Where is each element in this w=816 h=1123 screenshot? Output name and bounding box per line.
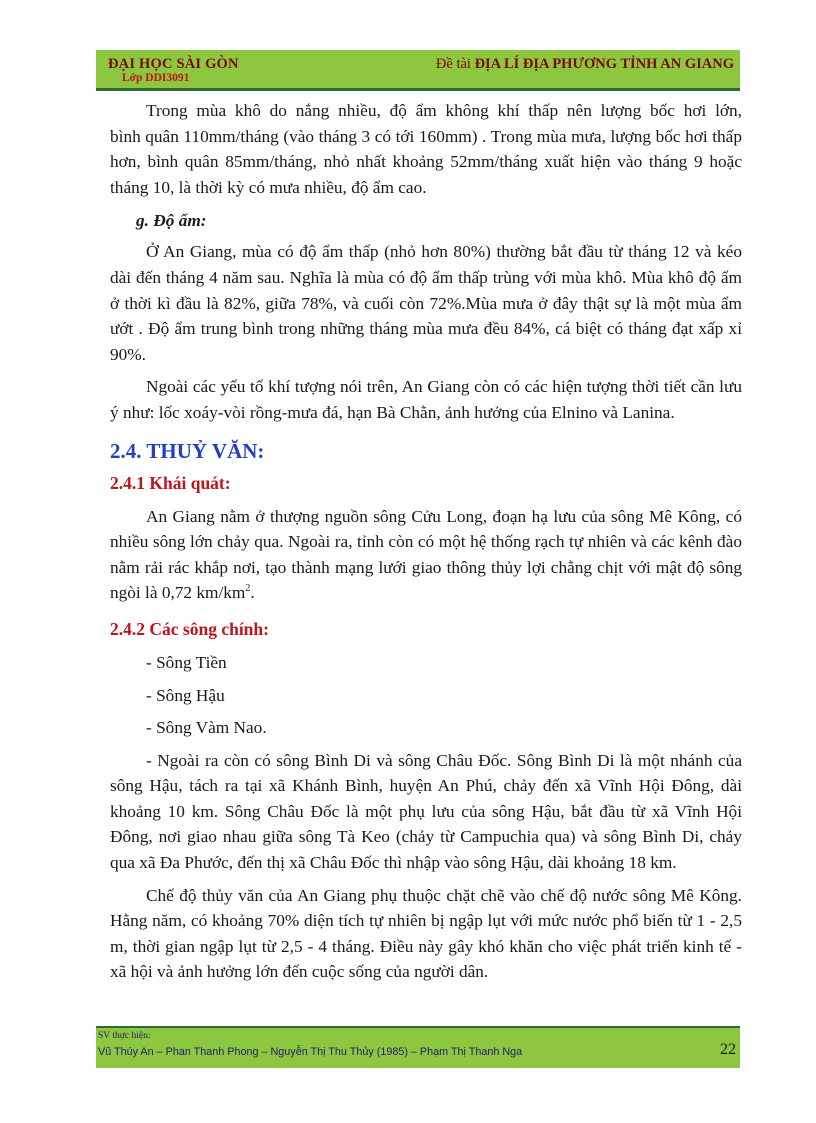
footer-label: SV thực hiện: — [98, 1031, 151, 1041]
topic-prefix: Đề tài — [435, 56, 471, 72]
paragraph-other-rivers: - Ngoài ra còn có sông Bình Di và sông Châu Đốc. Sông Bình Di là một nhánh của sông Hậu, tách ra tại xã Khánh Bình, huyện An Phú, chảy đến xã Vĩnh Hội Đông, dài khoảng 10 km. Sông Châu Đốc là một phụ lưu của sông Hậu, bắt đầu từ xã Vĩnh Hội Đông, nơi giao nhau giữa sông Tà Keo (chảy từ Campuchia qua) và sông Bình Di, chảy qua xã Đa Phước, đến thị xã Châu Đốc thì nhập vào sông Hậu, dài khoảng 18 km. — [110, 750, 742, 873]
paragraph-weather-phenomena: Ngoài các yếu tố khí tượng nói trên, An Giang còn có các hiện tượng thời tiết cần lưu ý như: lốc xoáy-vòi rồng-mưa đá, hạn Bà Chằn, ảnh hưởng của Elnino và Lanina. — [110, 377, 742, 422]
topic-title — [436, 56, 734, 73]
class-label: Lớp DDI3091 — [122, 72, 190, 84]
paragraph-hydrological-regime: Chế độ thủy văn của An Giang phụ thuộc chặt chẽ vào chế độ nước sông Mê Kông. Hằng năm, có khoảng 70% diện tích tự nhiên bị ngập lụt với mức nước phổ biến từ 1 - 2,5 m, thời gian ngập lụt từ 2,5 - 4 tháng. Điều này gây khó khăn cho việc phát triển kinh tế - xã hội và ảnh hưởng lớn đến cuộc sống của người dân. — [110, 885, 742, 982]
page-content — [110, 98, 742, 985]
list-item-river: - Sông Vàm Nao. — [146, 718, 267, 738]
footer-authors: Vũ Thúy An – Phan Thanh Phong – Nguyễn Thị Thu Thủy (1985) – Phạm Thị Thanh Nga — [98, 1046, 523, 1058]
superscript-2: 2 — [245, 583, 251, 595]
page-header — [96, 50, 740, 88]
paragraph-humidity: Ở An Giang, mùa có độ ẩm thấp (nhỏ hơn 80%) thường bắt đầu từ tháng 12 và kéo dài đến tháng 4 năm sau. Nghĩa là mùa có độ ẩm thấp trùng với mùa khô. Mùa khô độ ẩm ở thời kì đầu là 82%, giữa 78%, và cuối còn 72%.Mùa mưa ở đây thật sự là một mùa ẩm ướt . Độ ẩm trung bình trong những tháng mùa mưa đều 84%, cá biệt có tháng đạt xấp xỉ 90%. — [110, 242, 742, 364]
subsection-heading-main-rivers: 2.4.2 Các sông chính: — [110, 618, 269, 639]
subsection-heading-overview: 2.4.1 Khái quát: — [110, 472, 231, 493]
paragraph-overview — [110, 504, 742, 606]
header-divider — [96, 88, 740, 91]
list-item-river: - Sông Tiền — [146, 652, 227, 672]
topic-name: ĐỊA LÍ ĐỊA PHƯƠNG TỈNH AN GIANG — [474, 56, 734, 72]
list-item-river: - Sông Hậu — [146, 685, 225, 705]
overview-text: An Giang nằm ở thượng nguồn sông Cửu Long, đoạn hạ lưu của sông Mê Kông, có nhiều sông lớn chảy qua. Ngoài ra, tỉnh còn có một hệ thống rạch tự nhiên và các kênh đào nằm rải rác khắp nơi, tạo thành mạng lưới giao thông thủy lợi chằng chịt với mật độ sông ngòi là 0,72 km/km — [110, 506, 742, 603]
subheading-humidity: g. Độ ẩm: — [136, 211, 207, 231]
overview-end: . — [250, 583, 255, 603]
section-heading-hydrology: 2.4. THUỶ VĂN: — [110, 438, 265, 463]
page-footer — [96, 1028, 740, 1068]
university-name: ĐẠI HỌC SÀI GÒN — [108, 56, 239, 72]
paragraph-evaporation: bình quân 110mm/tháng (vào tháng 3 có tới 160mm) . Trong mùa mưa, lượng bốc hơi thấp hơn, bình quân 85mm/tháng, nhỏ nhất khoảng 52mm/tháng xuất hiện vào tháng 9 hoặc tháng 10, là thời kỳ có mưa nhiều, độ ẩm cao. — [110, 126, 742, 197]
page-number: 22 — [720, 1041, 736, 1058]
paragraph-evaporation-line1: Trong mùa khô do nắng nhiều, độ ẩm không khí thấp nên lượng bốc hơi lớn, — [146, 101, 742, 120]
